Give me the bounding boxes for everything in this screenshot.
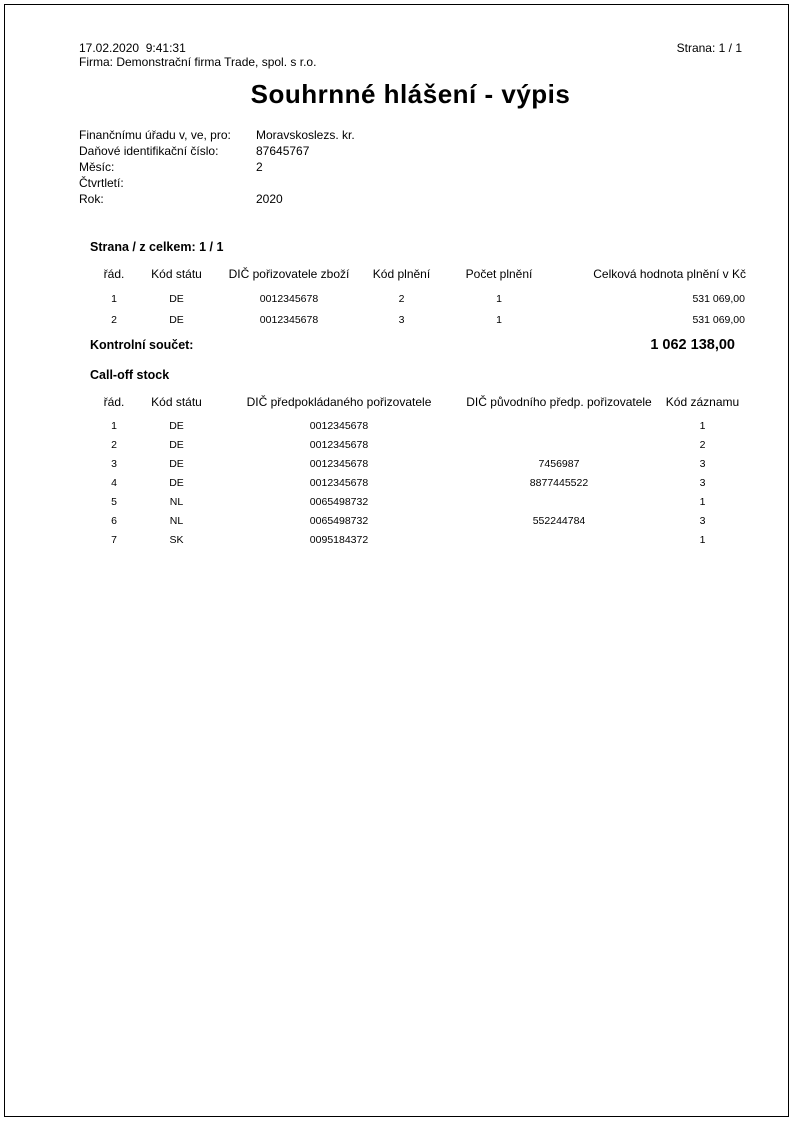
info-label: Měsíc: [79, 160, 115, 174]
table-cell: 1 [496, 313, 502, 326]
table-row [94, 530, 746, 549]
table-row [94, 435, 746, 454]
table-row [94, 454, 746, 473]
table-cell: 531 069,00 [692, 292, 745, 305]
table-cell: DE [169, 292, 184, 305]
report-page [5, 5, 788, 549]
column-header: Kód státu [151, 395, 202, 409]
summary-table [94, 267, 746, 330]
page-border [4, 4, 789, 1117]
table-cell: DE [169, 419, 184, 432]
control-sum-value: 1 062 138,00 [650, 337, 735, 353]
table-cell: 0065498732 [309, 495, 369, 508]
info-label: Daňové identifikační číslo: [79, 144, 219, 158]
table-cell: 7 [111, 533, 117, 546]
table-cell: 8877445522 [529, 476, 589, 489]
table-cell: 3 [699, 457, 706, 470]
table-cell: DE [169, 476, 184, 489]
page-title: Souhrnné hlášení - výpis [250, 79, 571, 109]
column-header: Kód státu [151, 267, 202, 281]
info-row [79, 143, 742, 159]
table-row [94, 492, 746, 511]
table-cell: 0012345678 [309, 438, 369, 451]
table-cell: 2 [398, 292, 405, 305]
table-cell: 7456987 [538, 457, 580, 470]
info-value: Moravskoslezs. kr. [256, 128, 355, 142]
table-cell: 3 [699, 476, 706, 489]
table-cell: 5 [111, 495, 117, 508]
table-cell: 6 [111, 514, 117, 527]
table-row [94, 309, 746, 330]
column-header: řád. [103, 267, 125, 281]
table-cell: 0012345678 [309, 457, 369, 470]
header-left [79, 41, 316, 69]
table-cell: NL [169, 514, 184, 527]
info-value: 2 [256, 160, 263, 174]
column-header: řád. [103, 395, 125, 409]
table-row [94, 473, 746, 492]
column-header: DIČ původního předp. pořizovatele [466, 395, 652, 409]
column-header: Kód záznamu [665, 395, 740, 409]
control-sum-row [90, 337, 735, 353]
info-row [79, 127, 742, 143]
table-cell: 1 [111, 292, 117, 305]
table-cell: 3 [699, 514, 706, 527]
table-cell: NL [169, 495, 184, 508]
column-header: DIČ předpokládaného pořizovatele [246, 395, 432, 409]
table-cell: DE [169, 313, 184, 326]
table-header-row [94, 267, 746, 288]
column-header: DIČ pořizovatele zboží [228, 267, 350, 281]
table-cell: 1 [699, 495, 706, 508]
table-cell: 1 [699, 533, 706, 546]
table-cell: 0012345678 [259, 292, 319, 305]
summary-section-heading: Strana / z celkem: 1 / 1 [90, 240, 224, 254]
info-row [79, 191, 742, 207]
table-cell [459, 530, 659, 549]
info-label: Čtvrtletí: [79, 176, 124, 190]
table-cell: 2 [111, 313, 117, 326]
table-cell: 0012345678 [259, 313, 319, 326]
table-cell: 2 [111, 438, 117, 451]
table-cell: 1 [699, 419, 706, 432]
report-header [79, 41, 742, 69]
table-cell: 0012345678 [309, 476, 369, 489]
calloff-section-heading: Call-off stock [90, 368, 170, 382]
table-cell: DE [169, 457, 184, 470]
column-header: Kód plnění [372, 267, 431, 281]
report-datetime: 17.02.2020 9:41:31 [79, 41, 186, 55]
table-header-row [94, 395, 746, 416]
table-cell [459, 435, 659, 454]
table-row [94, 511, 746, 530]
info-block [79, 127, 742, 207]
table-cell: DE [169, 438, 184, 451]
info-row [79, 175, 742, 191]
column-header: Celková hodnota plnění v Kč [593, 267, 746, 281]
table-row [94, 288, 746, 309]
column-header: Počet plnění [465, 267, 533, 281]
table-cell: SK [169, 533, 184, 546]
company-line: Firma: Demonstrační firma Trade, spol. s r.o. [79, 55, 317, 69]
table-cell: 4 [111, 476, 117, 489]
control-sum-label: Kontrolní součet: [90, 338, 194, 352]
table-cell [459, 416, 659, 435]
info-row [79, 159, 742, 175]
table-cell: 552244784 [532, 514, 586, 527]
page-number: Strana: 1 / 1 [676, 41, 742, 55]
table-cell: 1 [111, 419, 117, 432]
table-cell: 531 069,00 [692, 313, 745, 326]
table-cell: 3 [111, 457, 117, 470]
table-cell [459, 492, 659, 511]
info-value: 2020 [256, 192, 283, 206]
table-cell: 2 [699, 438, 706, 451]
table-cell: 0095184372 [309, 533, 369, 546]
table-row [94, 416, 746, 435]
table-cell: 3 [398, 313, 405, 326]
table-cell: 0065498732 [309, 514, 369, 527]
calloff-table [94, 395, 746, 549]
table-cell: 0012345678 [309, 419, 369, 432]
info-label: Finančnímu úřadu v, ve, pro: [79, 128, 231, 142]
table-cell: 1 [496, 292, 502, 305]
info-value: 87645767 [256, 144, 310, 158]
info-label: Rok: [79, 192, 104, 206]
